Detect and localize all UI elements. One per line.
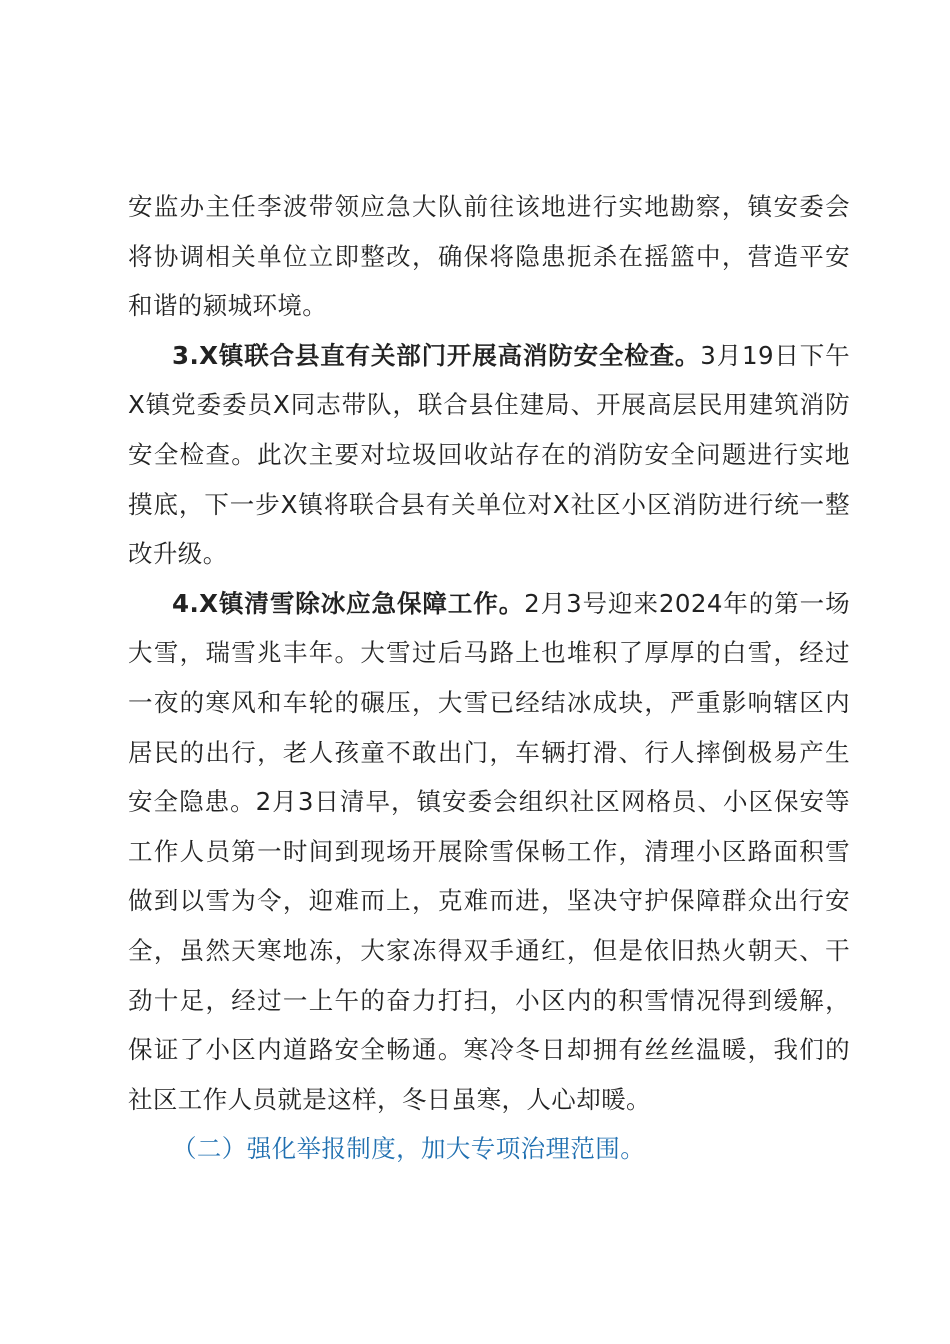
- item-heading: 4.X镇清雪除冰应急保障工作。: [172, 588, 525, 618]
- paragraph-text: 安监办主任李波带领应急大队前往该地进行实地勘察，镇安委会将协调相关单位立即整改，确保将隐患扼杀在摇篮中，营造平安和谐的颍城环境。: [128, 192, 850, 321]
- paragraph-item-4: [128, 579, 850, 1125]
- item-body: 2月3号迎来2024年的第一场大雪，瑞雪兆丰年。大雪过后马路上也堆积了厚厚的白雪，经过一夜的寒风和车轮的碾压，大雪已经结冰成块，严重影响辖区内居民的出行，老人孩童不敢出门，车辆打滑、行人摔倒极易产生安全隐患。2月3日清早，镇安委会组织社区网格员、小区保安等工作人员第一时间到现场开展除雪保畅工作，清理小区路面积雪做到以雪为令，迎难而上，克难而进，坚决守护保障群众出行安全，虽然天寒地冻，大家冻得双手通红，但是依旧热火朝天、干劲十足，经过一上午的奋力打扫，小区内的积雪情况得到缓解，保证了小区内道路安全畅通。寒冷冬日却拥有丝丝温暖，我们的社区工作人员就是这样，冬日虽寒，人心却暖。: [128, 588, 850, 1114]
- paragraph-continuation: [128, 182, 850, 331]
- section-heading: [128, 1124, 850, 1174]
- paragraph-item-3: [128, 331, 850, 579]
- document-body: [128, 182, 850, 1174]
- item-heading: 3.X镇联合县直有关部门开展高消防安全检查。: [172, 340, 701, 370]
- section-heading-text: （二）强化举报制度，加大专项治理范围。: [172, 1134, 646, 1164]
- item-body: 3月19日下午X镇党委委员X同志带队，联合县住建局、开展高层民用建筑消防安全检查。此次主要对垃圾回收站存在的消防安全问题进行实地摸底，下一步X镇将联合县有关单位对X社区小区消防进行统一整改升级。: [128, 340, 851, 569]
